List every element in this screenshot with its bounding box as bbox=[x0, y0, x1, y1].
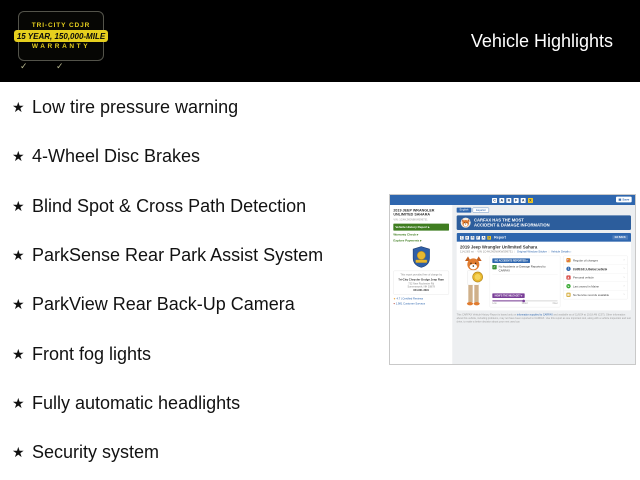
mini-logo-letter: R bbox=[471, 236, 474, 240]
accidents-panel bbox=[490, 256, 561, 308]
star-icon: ★ bbox=[393, 297, 396, 301]
gauge-label-over: Over bbox=[552, 302, 558, 305]
report-content-row bbox=[457, 256, 631, 311]
list-item bbox=[12, 280, 323, 329]
shield-badge-icon bbox=[411, 246, 430, 268]
highlight-text: Fully automatic headlights bbox=[32, 392, 241, 413]
list-item bbox=[12, 329, 323, 378]
star-icon: ★ bbox=[12, 444, 25, 461]
mini-logo-letter: F bbox=[477, 236, 479, 240]
carfax-report bbox=[390, 195, 635, 364]
document-icon: ▤ bbox=[567, 293, 570, 297]
dealer-address-line1: 732 New Rochester Rd bbox=[408, 281, 435, 285]
carfax-logo-letter: F bbox=[514, 198, 518, 203]
highlight-text: Low tire pressure warning bbox=[32, 97, 239, 118]
highlight-text: ParkView Rear Back-Up Camera bbox=[32, 294, 295, 315]
carfax-report-image bbox=[389, 194, 636, 365]
language-tabs bbox=[457, 208, 631, 213]
person-icon: ♟ bbox=[567, 275, 570, 279]
list-item bbox=[12, 231, 323, 280]
disclaimer-text: and available as of 11/8/24 at 10:18 AM (CST). Other information about this vehicle, including problems, may not have been reported to CARFAX. Use this report as one important tool, along with a vehicle inspection and test drive, to make a better decision about your next used car. bbox=[456, 312, 631, 324]
reviews-label: 4.7 | Certified Reviews bbox=[396, 297, 424, 301]
report-disclaimer bbox=[457, 313, 631, 324]
tab-english[interactable]: English bbox=[457, 208, 472, 213]
report-vehicle-title: 2019 Jeep Wrangler Unlimited Sahara bbox=[459, 244, 538, 250]
fox-mascot bbox=[460, 256, 487, 308]
warranty-badge-word: WARRANTY bbox=[31, 43, 91, 50]
promo-banner bbox=[457, 215, 631, 230]
person-icon: ● bbox=[393, 302, 395, 306]
highlight-text: Blind Spot & Cross Path Detection bbox=[32, 195, 307, 216]
sidebar-item-explore[interactable]: Explore Payments ▸ bbox=[393, 239, 422, 243]
mileage-value: 114,283 mi bbox=[459, 249, 474, 254]
star-icon: ★ bbox=[12, 247, 25, 264]
dealer-name: Tri-City Chrysler Dodge Jeep Ram bbox=[398, 277, 445, 281]
warranty-badge-dealer: TRI-CITY CDJR bbox=[31, 22, 91, 29]
list-item bbox=[12, 182, 323, 231]
sidebar-item-warranty-check[interactable]: Warranty Check ▸ bbox=[393, 233, 419, 237]
chevron-right-icon: › bbox=[623, 284, 625, 288]
mileage-gauge bbox=[492, 300, 557, 304]
report-header-bar bbox=[457, 233, 631, 242]
warranty-badge-term: 15 YEAR, 150,000-MILE bbox=[14, 30, 108, 42]
carfax-main bbox=[453, 205, 635, 364]
star-icon: ★ bbox=[12, 197, 25, 214]
save-button-label: Save bbox=[622, 197, 630, 202]
gauge-label-good: Good bbox=[521, 302, 528, 305]
oil-can-icon: ⛽ bbox=[566, 258, 571, 262]
sidebar-item-history-report[interactable]: Vehicle History Report ▸ bbox=[393, 224, 449, 231]
separator: | bbox=[548, 249, 550, 254]
carfax-logo bbox=[492, 197, 533, 203]
list-item bbox=[12, 83, 323, 132]
dealer-reviews-link[interactable] bbox=[393, 297, 449, 300]
sidebar-vin: VIN: 1C4HJXEN8KW599731 bbox=[393, 218, 428, 222]
sidebar-vehicle-title: 2019 JEEP WRANGLER UNLIMITED SAHARA bbox=[393, 208, 435, 217]
vehicle-details-link[interactable]: Vehicle Details › bbox=[551, 249, 572, 254]
banner-text bbox=[474, 218, 550, 228]
disclaimer-link[interactable]: information supplied to CARFAX bbox=[516, 312, 553, 316]
mileage-gauge-track bbox=[492, 300, 557, 301]
no-accidents-button[interactable]: NO ACCIDENTS REPORTED ▸ bbox=[492, 258, 530, 263]
dealer-surveys-link[interactable] bbox=[393, 302, 449, 305]
chevron-right-icon: › bbox=[623, 258, 625, 262]
chevron-right-icon: › bbox=[623, 266, 625, 271]
star-icon: ★ bbox=[12, 296, 25, 313]
carfax-logo-letter: R bbox=[507, 198, 511, 203]
mileage-gauge-labels bbox=[492, 302, 557, 304]
surveys-label: 1,981 Customer Surveys bbox=[395, 302, 426, 306]
carfax-sidebar bbox=[390, 205, 453, 364]
location-icon: ➤ bbox=[567, 284, 570, 288]
mini-logo-letter-x: X bbox=[488, 236, 490, 240]
snapshot-label: No Service records available bbox=[572, 293, 610, 297]
fox-avatar-icon bbox=[461, 218, 471, 228]
snapshot-row-last-owned[interactable] bbox=[564, 282, 628, 291]
mileage-button[interactable]: HOW'S THE MILEAGE? ▸ bbox=[492, 293, 524, 298]
one-owner-icon: 1 bbox=[567, 267, 570, 271]
snapshot-label: CARFAX 1-Owner vehicle bbox=[572, 267, 608, 271]
list-item bbox=[12, 379, 323, 428]
mini-logo-letter: A bbox=[466, 236, 469, 240]
star-icon: ★ bbox=[12, 148, 25, 165]
no-accidents-text: No Accidents or Damage Reported to CARFAX bbox=[498, 264, 546, 272]
check-icon: ✓ bbox=[493, 265, 496, 269]
snapshot-row-oil-changes[interactable] bbox=[564, 256, 628, 265]
no-accidents-row bbox=[492, 265, 557, 275]
chevron-right-icon: › bbox=[623, 292, 625, 297]
report-card bbox=[457, 233, 631, 310]
highlight-text: ParkSense Rear Park Assist System bbox=[32, 245, 324, 266]
checkmark-icon: ✓ bbox=[56, 61, 64, 71]
disclaimer-text: This CARFAX Vehicle History Report is based only on bbox=[456, 312, 517, 316]
save-icon: ▣ bbox=[618, 197, 622, 201]
vin-value: · VIN 1C4HJXEN8KW599731 bbox=[475, 249, 513, 254]
tab-espanol[interactable]: Español bbox=[473, 208, 489, 213]
mini-logo-letter: C bbox=[460, 236, 463, 240]
snapshot-label: Regular oil changes bbox=[572, 258, 599, 262]
star-icon: ★ bbox=[12, 99, 25, 116]
dealer-intro: This report provided free of charge by bbox=[400, 273, 443, 277]
list-item bbox=[12, 132, 323, 181]
page-header bbox=[0, 0, 640, 82]
dealer-address-line2: Somersworth, NH 03878 bbox=[407, 285, 435, 289]
carfax-logo-letter: A bbox=[521, 198, 525, 203]
snapshot-label: Last owned in Maine bbox=[572, 284, 599, 288]
list-item bbox=[12, 428, 323, 477]
carfax-logo-letter: C bbox=[493, 198, 496, 203]
go-back-button[interactable]: GO BACK bbox=[612, 235, 628, 239]
window-sticker-link[interactable]: Original Window Sticker bbox=[516, 249, 547, 254]
page-title: Vehicle Highlights bbox=[470, 31, 613, 51]
gauge-label-low: Low bbox=[492, 302, 497, 305]
warranty-badge bbox=[18, 11, 104, 61]
star-icon: ★ bbox=[12, 345, 25, 362]
highlight-text: Front fog lights bbox=[32, 343, 152, 364]
save-button[interactable] bbox=[616, 197, 632, 203]
banner-line2: ACCIDENT & DAMAGE INFORMATION bbox=[473, 222, 550, 228]
report-word: Report bbox=[494, 235, 506, 240]
highlight-text: Security system bbox=[32, 442, 160, 463]
snapshot-label: Personal vehicle bbox=[572, 275, 594, 280]
dealer-phone[interactable]: 844-831-3691 bbox=[413, 288, 429, 292]
carfax-body bbox=[390, 205, 635, 364]
dealer-info-card bbox=[393, 271, 449, 295]
star-icon: ★ bbox=[12, 394, 25, 411]
checkmark-icon: ✓ bbox=[20, 61, 28, 71]
chevron-right-icon: › bbox=[623, 275, 625, 280]
snapshot-row-one-owner[interactable] bbox=[564, 265, 628, 274]
mini-logo-letter: A bbox=[482, 236, 485, 240]
carfax-logo-letter: A bbox=[500, 198, 504, 203]
highlight-text: 4-Wheel Disc Brakes bbox=[32, 146, 201, 167]
highlights-list bbox=[12, 83, 323, 477]
carfax-top-bar bbox=[390, 195, 635, 205]
snapshot-row-personal-vehicle[interactable] bbox=[564, 273, 628, 282]
carfax-mini-logo bbox=[460, 234, 491, 240]
banner-line1: CARFAX HAS THE MOST bbox=[473, 217, 524, 223]
separator: | bbox=[514, 249, 516, 254]
mileage-gauge-knob bbox=[522, 299, 525, 302]
snapshot-list bbox=[563, 256, 627, 300]
snapshot-row-service-records[interactable] bbox=[564, 291, 628, 299]
carfax-logo-letter-x: X bbox=[529, 198, 532, 203]
mileage-gauge-fill bbox=[492, 300, 523, 301]
